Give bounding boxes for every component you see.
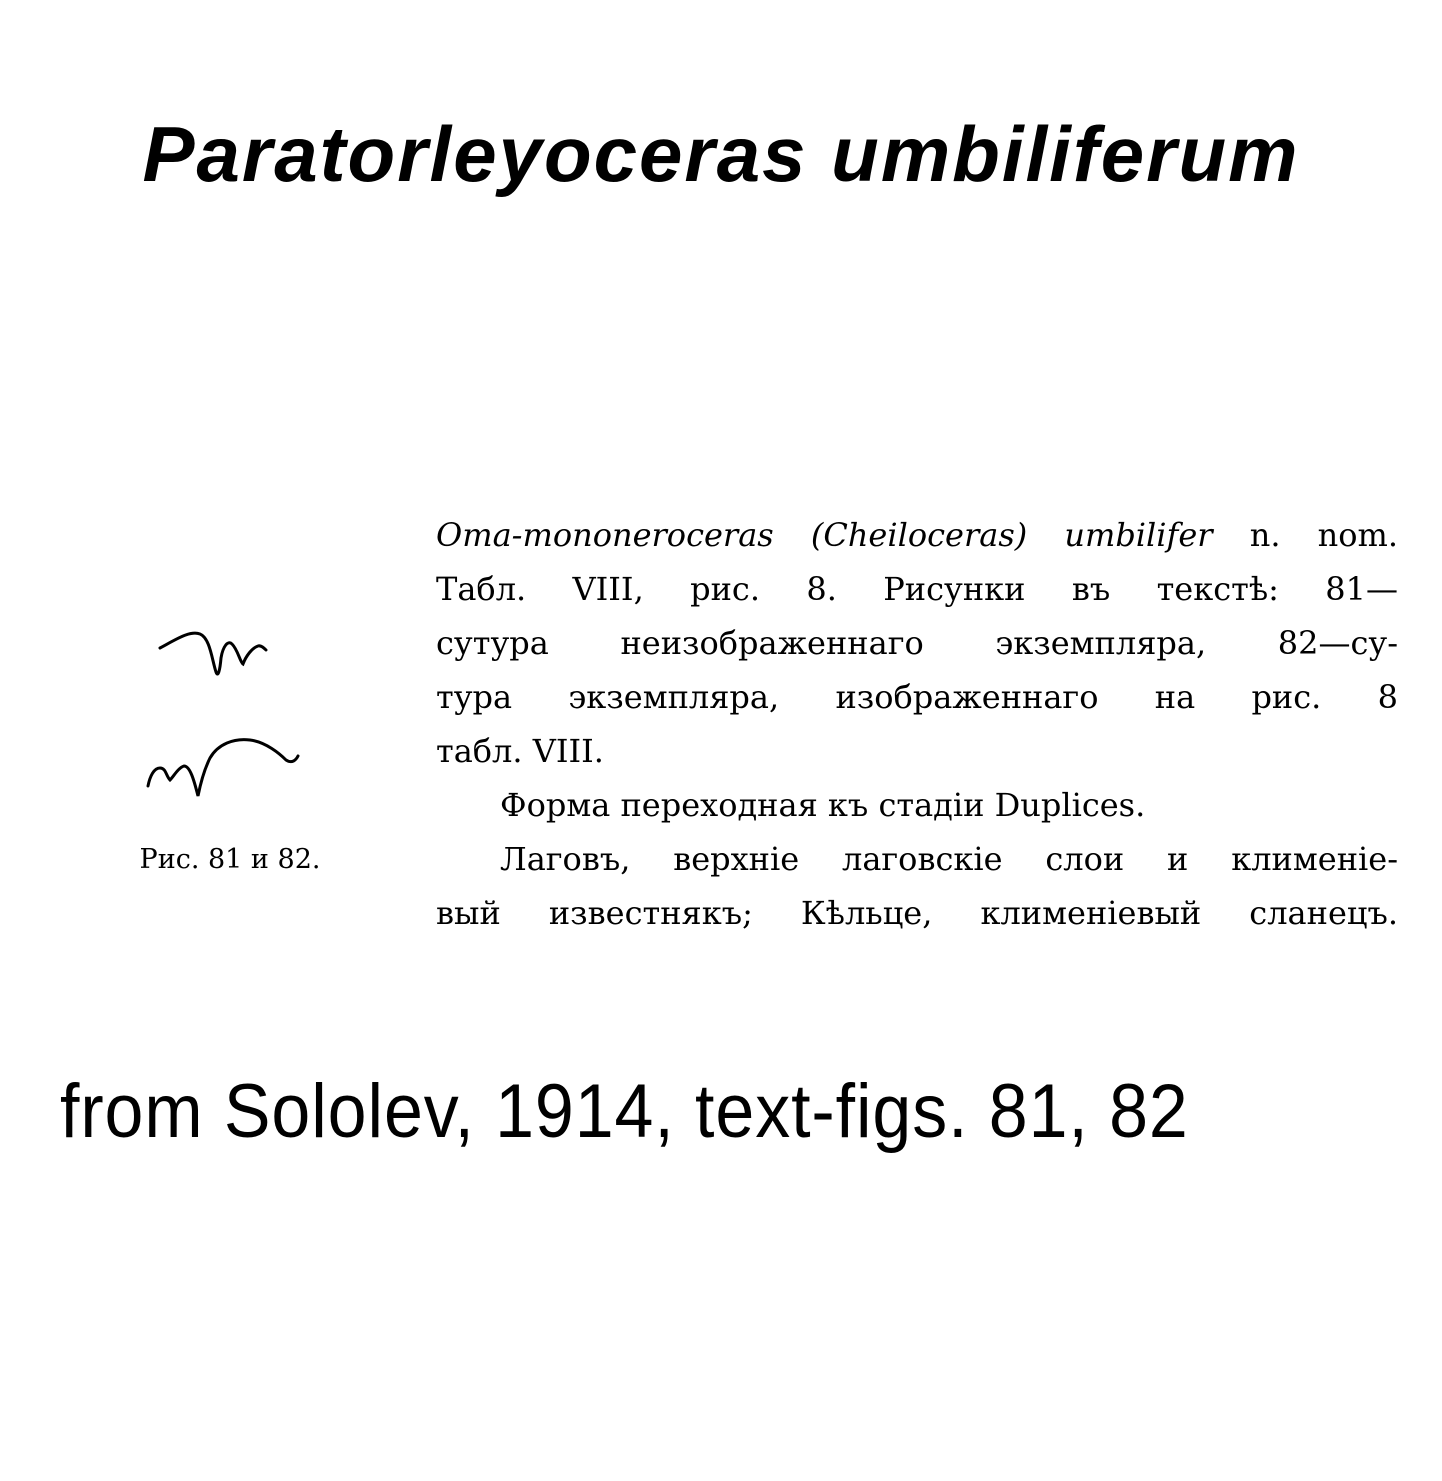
locality-line: вый известнякъ; Кѣльце, клименіевый сланецъ. <box>436 894 1398 932</box>
species-epithet: umbilifer <box>1064 516 1213 554</box>
description-line: табл. VIII. <box>436 732 604 770</box>
species-genus: Oma-mononeroceras <box>436 516 774 554</box>
species-heading <box>436 508 1398 562</box>
form-note: Форма переходная къ стадіи Duplices. <box>500 786 1146 824</box>
page-title: Paratorleyoceras umbiliferum <box>142 110 1300 198</box>
species-subgenus: (Cheiloceras) <box>810 516 1028 554</box>
description-line: тура экземпляра, изображеннаго на рис. 8 <box>436 678 1398 716</box>
description-line: Табл. VIII, рис. 8. Рисунки въ текстѣ: 81— <box>436 570 1398 608</box>
suture-line-81-icon <box>160 633 266 674</box>
description-line: сутура неизображеннаго экземпляра, 82—су- <box>436 624 1398 662</box>
suture-drawings <box>100 600 360 840</box>
locality-line: Лаговъ, верхніе лаговскіе слои и клименіе- <box>500 840 1398 878</box>
suture-figure <box>100 600 360 900</box>
species-description <box>436 508 1398 940</box>
source-citation: from Sololev, 1914, text-figs. 81, 82 <box>60 1069 1189 1154</box>
suture-line-82-icon <box>148 740 298 796</box>
species-note: n. nom. <box>1249 516 1398 554</box>
figure-caption: Рис. 81 и 82. <box>139 844 321 875</box>
